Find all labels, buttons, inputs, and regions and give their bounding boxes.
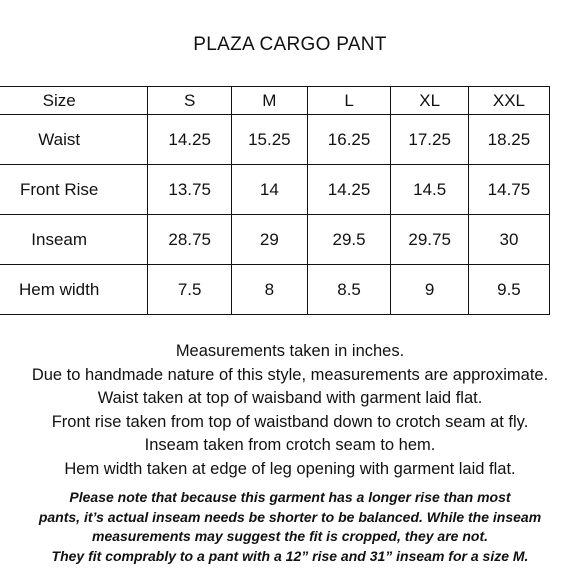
table-cell: 29.75 xyxy=(391,215,469,265)
fit-disclaimer xyxy=(0,488,580,566)
disclaimer-line: measurements may suggest the fit is cropped, they are not. xyxy=(92,528,488,544)
table-row-hem-width xyxy=(0,265,550,315)
size-chart-table xyxy=(0,86,550,315)
header-cell-size: Size xyxy=(0,87,148,115)
table-cell: 13.75 xyxy=(148,165,232,215)
header-cell-m: M xyxy=(231,87,307,115)
header-cell-xxl: XXL xyxy=(468,87,549,115)
table-header-row xyxy=(0,87,550,115)
table-row-waist xyxy=(0,115,550,165)
table-cell: 14.5 xyxy=(391,165,469,215)
note-line: Waist taken at top of waisband with garment laid flat. xyxy=(97,389,483,407)
table-cell: 9 xyxy=(391,265,469,315)
header-cell-l: L xyxy=(307,87,391,115)
header-cell-xl: XL xyxy=(391,87,469,115)
table-cell: 16.25 xyxy=(307,115,391,165)
row-label: Inseam xyxy=(0,215,148,265)
table-cell: 17.25 xyxy=(391,115,469,165)
table-cell: 7.5 xyxy=(148,265,232,315)
row-label: Front Rise xyxy=(0,165,148,215)
table-cell: 29.5 xyxy=(307,215,391,265)
note-line: Measurements taken in inches. xyxy=(175,342,405,360)
table-row-front-rise xyxy=(0,165,550,215)
note-line: Inseam taken from crotch seam to hem. xyxy=(144,436,436,454)
table-cell: 8 xyxy=(231,265,307,315)
disclaimer-line: Please note that because this garment has a longer rise than most xyxy=(69,489,511,505)
measurement-notes xyxy=(0,340,580,481)
row-label: Waist xyxy=(0,115,148,165)
table-cell: 9.5 xyxy=(468,265,549,315)
table-cell: 14.25 xyxy=(307,165,391,215)
note-line: Due to handmade nature of this style, measurements are approximate. xyxy=(31,365,549,384)
table-cell: 14.25 xyxy=(148,115,232,165)
disclaimer-line: pants, it’s actual inseam needs be shorter to be balanced. While the inseam xyxy=(38,508,542,525)
row-label: Hem width xyxy=(0,265,148,315)
table-cell: 14.75 xyxy=(468,165,549,215)
table-cell: 28.75 xyxy=(148,215,232,265)
table-cell: 18.25 xyxy=(468,115,549,165)
table-cell: 30 xyxy=(468,215,549,265)
note-line: Front rise taken from top of waistband down to crotch seam at fly. xyxy=(51,412,529,431)
disclaimer-line: They fit comprably to a pant with a 12” rise and 31” inseam for a size M. xyxy=(51,547,529,564)
table-row-inseam xyxy=(0,215,550,265)
page-title: PLAZA CARGO PANT xyxy=(193,34,387,55)
table-cell: 29 xyxy=(231,215,307,265)
table-cell: 8.5 xyxy=(307,265,391,315)
header-cell-s: S xyxy=(148,87,232,115)
note-line: Hem width taken at edge of leg opening with garment laid flat. xyxy=(64,459,516,478)
table-cell: 15.25 xyxy=(231,115,307,165)
table-cell: 14 xyxy=(231,165,307,215)
